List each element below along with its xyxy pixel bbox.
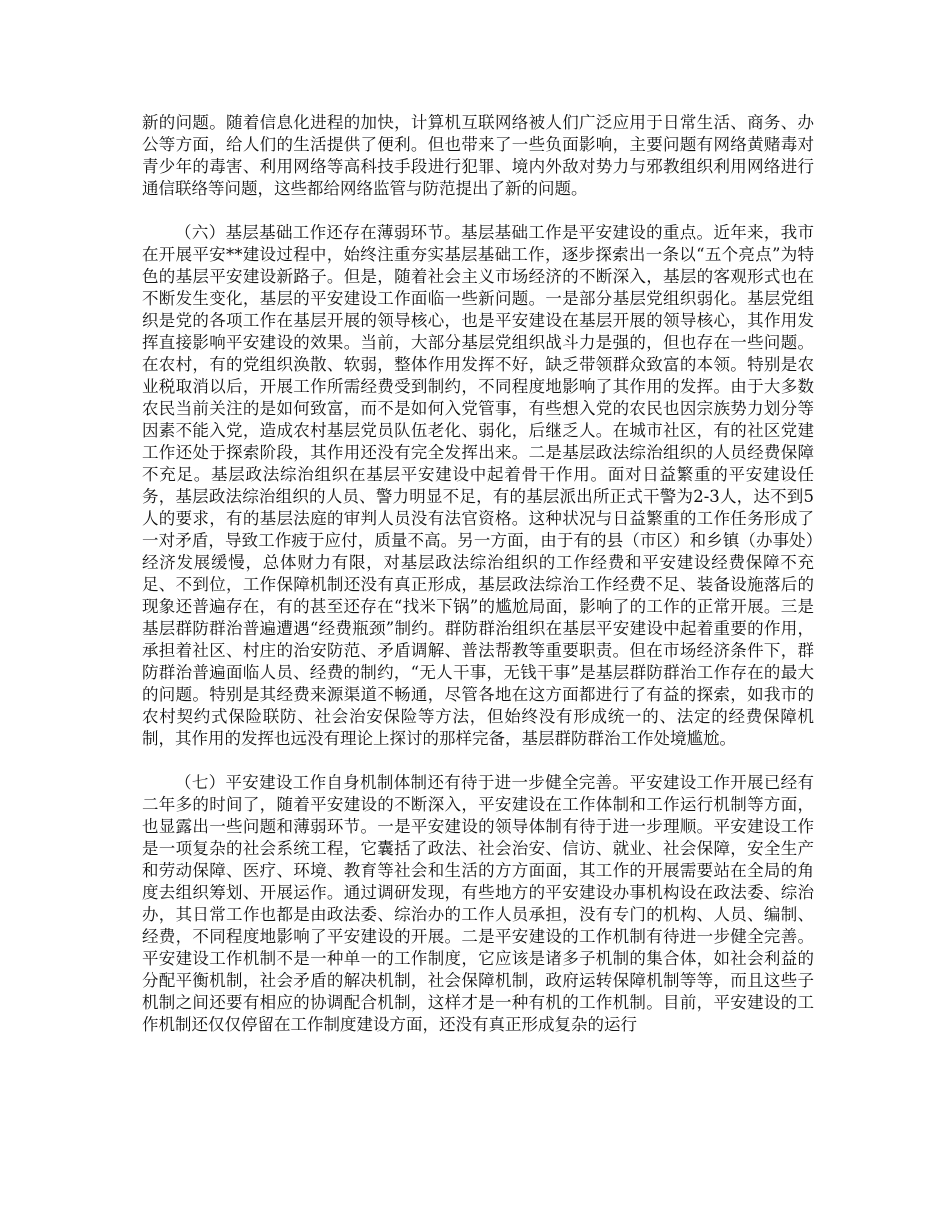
paragraph-continuation: 新的问题。随着信息化进程的加快，计算机互联网络被人们广泛应用于日常生活、商务、办公等方面，给人们的生活提供了便利。但也带来了一些负面影响，主要问题有网络黄赌毒对青少年的毒害、利用网络等高科技手段进行犯罪、境内外敌对势力与邪教组织利用网络进行通信联络等问题，这些都给网络监管与防范提出了新的问题。 bbox=[142, 113, 814, 198]
paragraph-section-7: （七）平安建设工作自身机制体制还有待于进一步健全完善。平安建设工作开展已经有二年多的时间了，随着平安建设的不断深入，平安建设在工作体制和工作运行机制等方面，也显露出一些问题和薄弱环节。一是平安建设的领导体制有待于进一步理顺。平安建设工作是一项复杂的社会系统工程，它囊括了政法、社会治安、信访、就业、社会保障，安全生产和劳动保障、医疗、环境、教育等社会和生活的方方面面，其工作的开展需要站在全局的角度去组织筹划、开展运作。通过调研发现，有些地方的平安建设办事机构设在政法委、综治办，其日常工作也都是由政法委、综治办的工作人员承担，没有专门的机构、人员、编制、经费，不同程度地影响了平安建设的开展。二是平安建设的工作机制有待进一步健全完善。平安建设工作机制不是一种单一的工作制度，它应该是诸多子机制的集合体，如社会利益的分配平衡机制，社会矛盾的解决机制，社会保障机制，政府运转保障机制等等，而且这些子机制之间还要有相应的协调配合机制，这样才是一种有机的工作机制。目前，平安建设的工作机制还仅仅停留在工作制度建设方面，还没有真正形成复杂的运行 bbox=[142, 773, 814, 1034]
paragraph-section-6: （六）基层基础工作还存在薄弱环节。基层基础工作是平安建设的重点。近年来，我市在开展平安**建设过程中，始终注重夯实基层基础工作，逐步探索出一条以“五个亮点”为特色的基层平安建设新路子。但是，随着社会主义市场经济的不断深入，基层的客观形式也在不断发生变化，基层的平安建设工作面临一些新问题。一是部分基层党组织弱化。基层党组织是党的各项工作在基层开展的领导核心，也是平安建设在基层开展的领导核心，其作用发挥直接影响平安建设的效果。当前，大部分基层党组织战斗力是强的，但也存在一些问题。在农村，有的党组织涣散、软弱，整体作用发挥不好，缺乏带领群众致富的本领。特别是农业税取消以后，开展工作所需经费受到制约，不同程度地影响了其作用的发挥。由于大多数农民当前关注的是如何致富，而不是如何入党管事，有些想入党的农民也因宗族势力划分等因素不能入党，造成农村基层党员队伍老化、弱化，后继乏人。在城市社区，有的社区党建工作还处于探索阶段，其作用还没有完全发挥出来。二是基层政法综治组织的人员经费保障不充足。基层政法综治组织在基层平安建设中起着骨干作用。面对日益繁重的平安建设任务，基层政法综治组织的人员、警力明显不足，有的基层派出所正式干警为2-3人，达不到5人的要求，有的基层法庭的审判人员没有法官资格。这种状况与日益繁重的工作任务形成了一对矛盾，导致工作疲于应付，质量不高。另一方面，由于有的县（市区）和乡镇（办事处）经济发展缓慢，总体财力有限，对基层政法综治组织的工作经费和平安建设经费保障不充足、不到位，工作保障机制还没有真正形成，基层政法综治工作经费不足、装备设施落后的现象还普遍存在，有的甚至还存在“找米下锅”的尴尬局面，影响了的工作的正常开展。三是基层群防群治普遍遭遇“经费瓶颈”制约。群防群治组织在基层平安建设中起着重要的作用，承担着社区、村庄的治安防范、矛盾调解、普法帮教等重要职责。但在市场经济条件下，群防群治普遍面临人员、经费的制约，“无人干事，无钱干事”是基层群防群治工作存在的最大的问题。特别是其经费来源渠道不畅通，尽管各地在这方面都进行了有益的探索，如我市的农村契约式保险联防、社会治安保险等方法，但始终没有形成统一的、法定的经费保障机制，其作用的发挥也远没有理论上探讨的那样完备，基层群防群治工作处境尴尬。 bbox=[142, 223, 814, 748]
document-page bbox=[142, 112, 814, 1036]
